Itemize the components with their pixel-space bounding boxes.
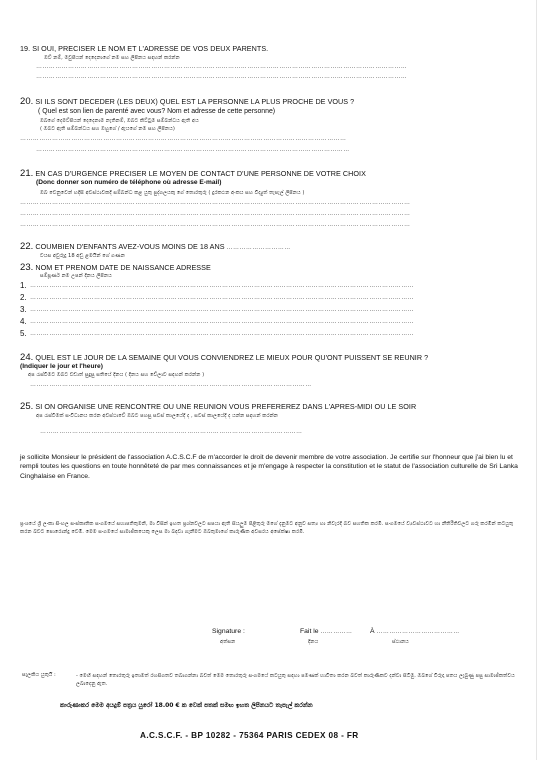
question-23-row-number: 1. [20, 281, 27, 290]
signature-sinhala-label: අත්සන [220, 639, 236, 645]
question-20-answer-line-2[interactable]: ………………………………………………………………………………………………………………………………… [36, 147, 350, 153]
question-24-sinhala: අප රැස්වීමට ඔබට වඩාත් සුදුසු සතියේ දිනය ( දිනය සහ වේලාව සඳහන් කරන්න ) [28, 372, 205, 378]
question-24-answer-line[interactable]: …………………………………………………………………………………………………………………… [30, 382, 312, 388]
question-21-answer-line-1[interactable]: ………………………………………………………………………………………………………………………………………………………………… [20, 200, 411, 206]
declaration-french: je sollicite Monsieur le président de l'association A.C.S.C.F de m'accorder le droit de devenir membre de votre association. Je certifie sur l'honneur que j'ai bien lu et rempli toutes les questions en toute honnêteté de par mes connaissances et je m'engage à respecter la constitution et le statut de l'association culturelle de Sri Lanka Cinghalaise en France. [20, 454, 518, 480]
question-25-sinhala: අප රැස්වීමක් සංවිධානය කරන අවස්ථාවේ ඔබට පහසු සවස් කාලයේදී ද , සවස් කාලයේදී ද යන්න සඳහන් කරන්න [36, 413, 279, 419]
signature-label: Signature : [212, 628, 245, 635]
question-23-text: NOM ET PRENOM DATE DE NAISSANCE ADRESSE [35, 263, 211, 272]
question-25-answer-line[interactable]: …………………………………………………………………………………………………………… [40, 429, 303, 435]
question-23-row-number: 3. [20, 305, 27, 314]
footer-address: A.C.S.C.F. - BP 10282 - 75364 PARIS CEDEX 08 - FR [140, 731, 359, 740]
question-21-subtitle: (Donc donner son numéro de téléphone où adresse E-mail) [36, 179, 222, 186]
question-20-answer-line-1[interactable]: ……………………………………………………………………………………………………………………………………… [20, 136, 347, 142]
question-19-sinhala: ඔව් නම්, මවුපියන් දෙදෙනාගේ නම සහ ලිපිනය සඳහන් කරන්න [44, 55, 180, 61]
question-21-number: 21. [20, 168, 34, 179]
question-23-number: 23. [20, 262, 34, 273]
question-21-sinhala: ඔබ වෙනුවෙන් හදිසි අවස්ථාවකදී සම්බන්ධ කළ යුතු පුද්ගලයකු ගේ තොරතුරු ( දුරකථන අංකය සහ විද්‍යුත් තැපැල් ලිපිනය ) [40, 190, 305, 196]
question-21-answer-line-2[interactable]: ………………………………………………………………………………………………………………………………………………………………… [20, 211, 411, 217]
question-19-number: 19. [20, 44, 31, 53]
question-21-text: EN CAS D'URGENCE PRECISER LE MOYEN DE CONTACT D'UNE PERSONNE DE VOTRE CHOIX [35, 169, 366, 178]
date-input[interactable]: …………… [320, 629, 353, 635]
question-22-text: COUMBIEN D'ENFANTS AVEZ-VOUS MOINS DE 18 ANS [35, 242, 225, 251]
question-23-row-5-answer[interactable]: ……………………………………………………………………………………………………………………………………………………………… [30, 331, 414, 337]
question-19-answer-line-2[interactable]: ………………………………………………………………………………………………………………………………………………………… [36, 74, 408, 80]
place-sinhala-label: ස්ථානය [392, 639, 409, 645]
declaration-sinhala: ප්‍රංශයේ ශ්‍රී ලංකා සිංහල සංස්කෘතික සංගමයේ සභාපතිතුමනි, මා විසින් ඉහත ප්‍රශ්නවලට සපයා ඇති සියලුම පිළිතුරු මගේ දැනුමට අනුව සත්‍ය හා නිවැරදි බව සහතික කරමි. සංගමයේ ව්‍යවස්ථාවට හා නීතිරීතිවලට ගරු කරමින් කටයුතු කරන බවට පොරොන්දු වෙමි. මෙම සංගමයේ සාමාජිකයෙකු ලෙස මා බඳවා ගැනීමට ඔබතුමාගේ කාරුණික අවසරය අපේක්ෂා කරමි. [20, 521, 514, 535]
question-23 [20, 262, 211, 273]
question-22-number: 22. [20, 241, 34, 252]
date-label: Fait le [300, 628, 319, 635]
question-25 [20, 401, 416, 412]
question-22-sinhala: වයස අවුරුදු 18 අඩු ළමයින් ගේ ගණන [40, 253, 125, 259]
question-23-row-1-answer[interactable]: ……………………………………………………………………………………………………………………………………………………………… [30, 283, 414, 289]
question-19 [20, 44, 268, 53]
question-25-text: SI ON ORGANISE UNE RENCONTRE OU UNE REUNION VOUS PREFEREREZ DANS L'APRES-MIDI OU LE SOIR [35, 402, 417, 411]
question-22-answer[interactable]: ………………………… [226, 245, 291, 251]
question-20-sinhala-2: ( ඔබට ඇති සම්බන්ධය සහ ඔහුගේ / ඇයගේ නම සහ ලිපිනය) [40, 126, 175, 132]
date-field[interactable] [300, 628, 352, 635]
question-20-text: SI ILS SONT DECEDER (LES DEUX) QUEL EST LA PERSONNE LA PLUS PROCHE DE VOUS ? [35, 97, 355, 106]
question-23-row-number: 5. [20, 329, 27, 338]
question-19-text: SI OUI, PRECISER LE NOM ET L'ADRESSE DE VOS DEUX PARENTS. [32, 44, 269, 53]
note-text: - මෙහි සඳහන් තොරතුරු ඉතාමත් රහසිගතව තබාගන්නා බවත් මෙම තොරතුරු සංගමයේ කටයුතු සඳහා පමණක් භාවිතා කරන බවත් කාරුණිකව දන්වා සිටිමු. ඔබගේ විරුදා පතය ලැබුණු පසු සාමාජිකත්වය ලබාදෙනු ඇත. [76, 673, 515, 687]
question-23-row-2-answer[interactable]: ……………………………………………………………………………………………………………………………………………………………… [30, 295, 414, 301]
question-23-row-3-answer[interactable]: ……………………………………………………………………………………………………………………………………………………………… [30, 307, 414, 313]
question-20-number: 20. [20, 96, 34, 107]
question-20-sinhala-1: ඔබගේ දෙමව්පියන් දෙදෙනාම නැතිනම්, ඔබට කිට්ටුම සම්බන්ධය ඇති අය [40, 118, 199, 124]
question-19-answer-line-1[interactable]: ………………………………………………………………………………………………………………………………………………………… [36, 64, 408, 70]
question-20 [20, 96, 354, 107]
question-23-row-number: 4. [20, 317, 27, 326]
question-21 [20, 168, 366, 179]
place-field[interactable] [370, 628, 460, 635]
question-23-row-number: 2. [20, 293, 27, 302]
question-24-text: QUEL EST LE JOUR DE LA SEMAINE QUI VOUS CONVIENDREZ LE MIEUX POUR QU'ONT PUISSENT SE REUNIR ? [35, 353, 429, 362]
question-24-subtitle: (Indiquer le jour et l'heure) [20, 363, 103, 370]
place-label: À [370, 628, 375, 635]
question-21-answer-line-3[interactable]: ………………………………………………………………………………………………………………………………………………………………… [20, 222, 411, 228]
question-23-row-4-answer[interactable]: ……………………………………………………………………………………………………………………………………………………………… [30, 319, 414, 325]
question-24-number: 24. [20, 352, 34, 363]
note-label: සැලකිය යුතුයි : [22, 672, 56, 678]
question-25-number: 25. [20, 401, 34, 412]
date-sinhala-label: දිනය [308, 639, 319, 645]
question-24 [20, 352, 428, 363]
question-23-sinhala: සම්පූර්ණ නම උපන් දිනය ලිපිනය [40, 273, 112, 279]
membership-fee-instruction: කාරුණාකර මෙම අයදුම් පත්‍රය යුරෝ 18.00 € ක වෙක් පතක් සමඟ ඉහත ලිපිනයට තැපැල් කරන්න [60, 702, 313, 709]
question-22 [20, 241, 291, 252]
question-20-subtitle: ( Quel est son lien de parenté avec vous? Nom et adresse de cette personne) [38, 108, 276, 115]
place-input[interactable]: ………………………………… [376, 629, 460, 635]
